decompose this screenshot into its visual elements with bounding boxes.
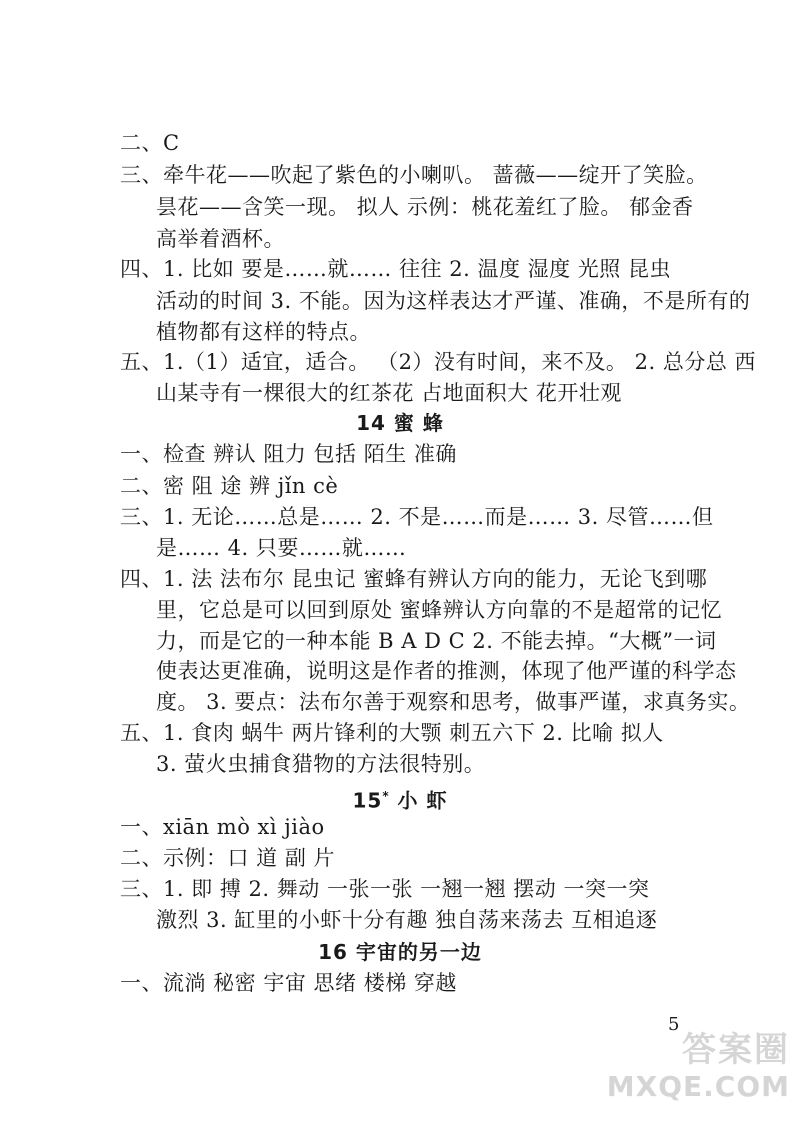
answer-line: 一、xiān mò xì jiào: [120, 815, 325, 839]
answer-line: 昙花——含笑一现。 拟人 示例：桃花羞红了脸。 郁金香: [156, 195, 694, 219]
section-title-14: 14 蜜 蜂: [356, 411, 444, 435]
page-number: 5: [668, 1014, 680, 1035]
section-title-15-text: 小 虾: [389, 788, 448, 813]
answer-line: 一、检查 辨认 阻力 包括 陌生 准确: [120, 442, 457, 466]
answer-line: 二、密 阻 途 辨 jǐn cè: [120, 474, 339, 498]
answer-line: 二、C: [120, 131, 180, 155]
answer-line: 度。 3. 要点：法布尔善于观察和思考，做事严谨，求真务实。: [156, 690, 751, 714]
answer-line: 三、1. 即 搏 2. 舞动 一张一张 一翘一翘 摆动 一突一突: [120, 877, 650, 901]
answer-line: 里，它总是可以回到原处 蜜蜂辨认方向靠的不是超常的记忆: [156, 598, 723, 622]
answer-line: 活动的时间 3. 不能。因为这样表达才严谨、准确，不是所有的: [156, 289, 751, 313]
answer-line: 山某寺有一棵很大的红茶花 占地面积大 花开壮观: [156, 381, 622, 405]
section-title-16: 16 宇宙的另一边: [318, 940, 482, 964]
answer-line: 一、流淌 秘密 宇宙 思绪 楼梯 穿越: [120, 971, 457, 995]
answer-line: 使表达更准确，说明这是作者的推测，体现了他严谨的科学态: [156, 659, 737, 683]
watermark-url: MXQE.COM: [606, 1070, 790, 1103]
answer-line: 二、示例：口 道 副 片: [120, 846, 336, 870]
answer-line: 3. 萤火虫捕食猎物的方法很特别。: [156, 752, 486, 776]
answer-line: 五、1.（1）适宜，适合。 （2）没有时间，来不及。 2. 总分总 西: [120, 350, 756, 374]
answer-line: 五、1. 食肉 蜗牛 两片锋利的大颚 刺五六下 2. 比喻 拟人: [120, 721, 664, 745]
optional-lesson-mark: *: [382, 789, 390, 803]
answer-line: 三、1. 无论……总是…… 2. 不是……而是…… 3. 尽管……但: [120, 505, 714, 529]
section-title-15-number: 15: [352, 788, 383, 813]
answer-line: 高举着酒杯。: [156, 227, 285, 251]
watermark-logo-text: 答案圈: [682, 1030, 790, 1070]
answer-line: 四、1. 比如 要是……就…… 往往 2. 温度 湿度 光照 昆虫: [120, 257, 671, 281]
answer-line: 是…… 4. 只要……就……: [156, 536, 407, 560]
answer-line: 植物都有这样的特点。: [156, 320, 371, 344]
answer-line: 四、1. 法 法布尔 昆虫记 蜜蜂有辨认方向的能力，无论飞到哪: [120, 567, 708, 591]
site-watermark: [600, 1030, 790, 1110]
section-title-15: [0, 782, 800, 815]
answer-line: 力，而是它的一种本能 B A D C 2. 不能去掉。“大概”一词: [156, 629, 717, 653]
answer-line: 激烈 3. 缸里的小虾十分有趣 独自荡来荡去 互相追逐: [156, 908, 658, 932]
answer-line: 三、牵牛花——吹起了紫色的小喇叭。 蔷薇——绽开了笑脸。: [120, 163, 708, 187]
